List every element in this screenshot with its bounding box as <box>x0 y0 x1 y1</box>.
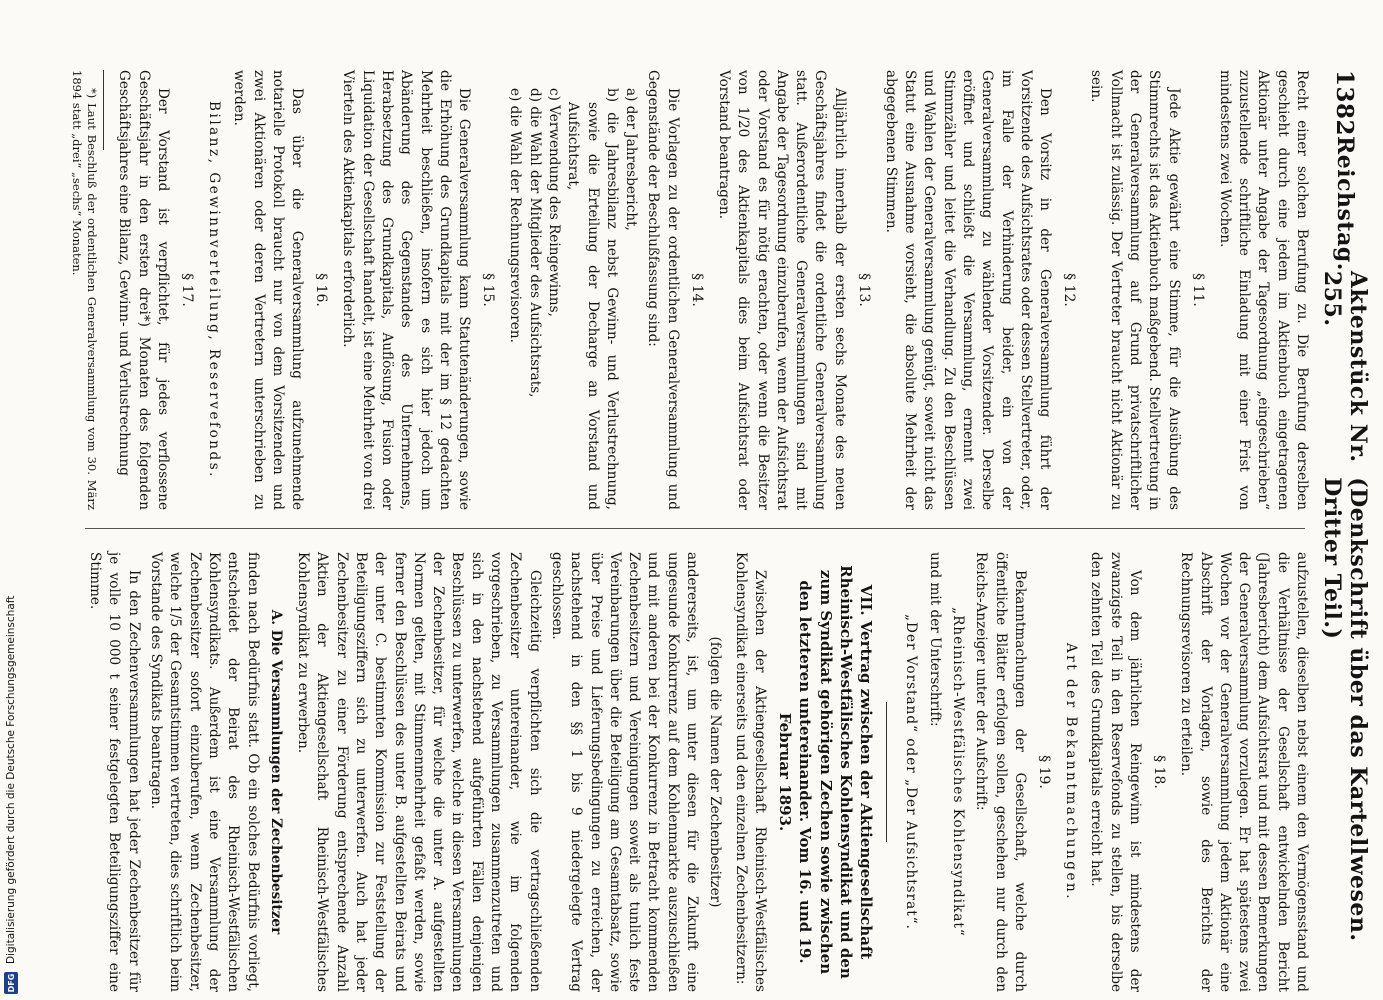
agenda-list <box>505 70 640 510</box>
chapter-heading: VII. Vertrag zwischen der Aktiengesellschaft Rheinisch-Westfälisches Kohlensyndikat und den zum Syndikat gehörigen Zechen sowie zwischen den letzteren untereinander. Vom 16. und 19. Februar 1893. <box>776 565 876 979</box>
credit-text: Digitalisierung gefördert durch die Deutsche Forschungsgemeinschaft <box>5 595 17 964</box>
subsection-heading: Art der Bekanntmachungen. <box>1063 642 1080 902</box>
quoted-signature: „Der Vorstand“ oder „Der Aufsichtsrat“. <box>903 614 920 930</box>
quoted-title: „Rheinisch-Westfälisches Kohlensyndikat“ <box>950 607 967 937</box>
paragraph: In den Zechenversammlungen hat jeder Zechenbesitzer für je volle 10 000 t seiner festgelegten Beteiligungsziffer eine Stimme. <box>87 552 142 992</box>
subsection-heading: A. Die Versammlungen der Zechenbesitzer <box>267 609 284 935</box>
header-right-title: (Denkschrift über das Kartellwesen. Dritter Teil.) <box>1319 477 1371 942</box>
paragraph: Den Vorsitz in der Generalversammlung führt der Vorsitzende des Aufsichtsrates oder dessen Stellvertreter, oder, im Falle der Verhinderung beider, ein von der Generalversammlung zu wählender Vorsitzender. Derselbe eröffnet und schließt die Versammlung, ernennt zwei Stimmzähler und leitet die Verhandlung. Zu den Beschlüssen und Wahlen der Generalversammlung genügt, soweit nicht das Statut eine Ausnahme vorsieht, die absolute Mehrheit der abgegebenen Stimmen. <box>882 70 1054 510</box>
digitization-credit <box>0 0 22 1000</box>
paragraph: Von dem jährlichen Reingewinn ist mindestens der zwanzigste Teil in den Reservefonds zu stellen, bis derselbe den zehnten Teil des Grundkapitals erreicht hat. <box>1088 552 1144 992</box>
list-item: a) der Jahresbericht, <box>623 88 640 231</box>
column-divider <box>85 528 1305 529</box>
right-column <box>81 552 1311 992</box>
page-header <box>1319 70 1371 990</box>
paragraph: finden nach Bedürfnis statt. Ob ein solches Bedürfnis vorliegt, entscheidet der Beirat des Rheinisch-Westfälischen Kohlensyndikats. Außerdem ist eine Versammlung der Zechenbesitzer sofort einzuberufen, wenn Zechenbesitzer, welche 1/5 der Gesamtstimmen vertreten, dies schriftlich beim Vorstande des Syndikats beantragen. <box>148 552 261 992</box>
section-title: § 18. <box>1150 755 1167 789</box>
header-left-title: Reichstag. <box>1332 136 1358 271</box>
section-title: § 19. <box>1035 755 1052 789</box>
footnote: *) Laut Beschluß der ordentlichen Generalversammlung vom 30. März 1894 statt „drei“ „sechs“ Monaten. <box>69 70 100 510</box>
names-placeholder: (folgen die Namen der Zechenbesitzer) <box>707 636 724 908</box>
page-number: 1382 <box>1331 70 1359 137</box>
paragraph: Die Generalversammlung kann Statutenänderungen, sowie die Erhöhung des Grundkapitals mit der im § 12 gedachten Mehrheit beschließen, insofern es sich hier jedoch um Abänderung des Gegenstandes des Unternehmens, Herabsetzung des Grundkapitals, Auflösung, Fusion oder Liquidation der Gesellschaft handelt, ist eine Mehrheit von drei Vierteln des Aktienkapitals erforderlich. <box>340 70 473 510</box>
paragraph: Das über die Generalversammlung aufzunehmende notarielle Protokoll braucht nur von dem Vorsitzenden und zwei Aktionären oder deren Vertretern unterschrieben zu werden. <box>231 70 306 510</box>
left-column <box>69 70 1311 510</box>
paragraph: Die Vorlagen zu der ordentlichen Generalversammlung und Gegenstände der Beschlußfassung sind: <box>645 70 681 510</box>
subsection-heading: Bilanz, Gewinnverteilung, Reservefonds. <box>206 100 223 480</box>
section-title: § 11. <box>1189 273 1206 307</box>
paragraph: andererseits, ist, um unter diesen für die Zukunft eine ungesunde Konkurrenz auf dem Kohlenmarkte auszuschließen und mit anderen bei der Konkurrenz in Betracht kommenden Zechenbesitzern und Vereinigungen soweit als tunlich feste Vereinbarungen über die Beteiligung am Gesamtabsatz, sowie über Preise und Lieferungsbedingungen zu erreichen, der nachstehend in den §§ 1 bis 9 niedergelegte Vertrag geschlossen. <box>548 552 701 992</box>
section-title: § 12. <box>1061 273 1078 307</box>
section-title: § 15. <box>480 273 497 307</box>
section-title: § 13. <box>855 273 872 307</box>
paragraph: und mit der Unterschrift: <box>926 552 943 727</box>
paragraph: Zwischen der Aktiengesellschaft Rheinisch-Westfälisches Kohlensyndikat einerseits und den einzelnen Zechenbesitzern: <box>732 552 768 992</box>
paragraph: Gleichzeitig verpflichten sich die vertragschließenden Zechenbesitzer untereinander, wie im folgenden vorgeschrieben, zu Versammlungen zusammenzutreten und sich in den nachstehend aufgeführten Fällen denjenigen Beschlüssen zu unterwerfen, welche in diesen Versammlungen der Zechenbesitzer, für welche die unter A. aufgestellten Normen gelten, mit Stimmenmehrheit gefaßt werden, sowie ferner den Beschlüssen des unter B. aufgestellten Beirats und der unter C. bestimmten Kommission zur Feststellung der Beteiligungsziffern sich zu unterwerfen. Auch hat jeder Zechenbesitzer zu einer Förderung entsprechende Anzahl Aktien der Aktiengesellschaft Rheinisch-Westfälisches Kohlensyndikat zu erwerben. <box>295 552 543 992</box>
section-title: § 17. <box>178 273 195 307</box>
section-title: § 14. <box>688 273 705 307</box>
list-item: e) die Wahl der Rechnungsrevisoren. <box>507 88 524 343</box>
paragraph: Bekanntmachungen der Gesellschaft, welche durch öffentliche Blätter erfolgen sollen, geschehen nur durch den Reichs-Anzeiger unter der Aufschrift: <box>973 552 1028 992</box>
section-divider <box>886 702 887 842</box>
paragraph: Jede Aktie gewährt eine Stimme, für die Ausübung des Stimmrechts ist das Aktienbuch maßgebend. Stellvertretung in der Generalversammlung auf Grund privatschriftlicher Vollmacht ist zulässig. Der Vertreter braucht nicht Aktionär zu sein. <box>1088 70 1182 510</box>
list-item: b) die Jahresbilanz nebst Gewinn- und Verlustrechnung, sowie die Erteilung der Decharge an Vorstand und Aufsichtsrat, <box>565 88 620 510</box>
dfg-logo: DFG <box>4 972 18 994</box>
list-item: c) Verwendung des Reingewinns, <box>546 88 562 317</box>
section-title: § 16. <box>313 273 330 307</box>
paragraph: aufzustellen, dieselben nebst einem den Vermögensstand und die Verhältnisse der Gesellschaft entwickelnden Bericht (Jahresbericht) dem Aufsichtsrat und mit dessen Bemerkungen der Generalversammlung vorzulegen. Er hat spätestens zwei Wochen vor der Generalversammlung jedem Aktionär eine Abschrift der Vorlagen, sowie des Berichts der Rechnungsrevisoren zu erteilen. <box>1178 552 1310 992</box>
header-center-title: Aktenstück Nr. 255. <box>1319 270 1371 463</box>
paragraph: Recht einer solchen Berufung zu. Die Berufung derselben geschieht durch eine jedem im Aktienbuch eingetragenen Aktionär unter Angabe der Tagesordnung „eingeschrieben“ zuzustellende schriftliche Einladung mit einer Frist von mindestens zwei Wochen. <box>1216 70 1310 510</box>
footnote-rule <box>103 70 104 150</box>
paragraph: Alljährlich innerhalb der ersten sechs Monate des neuen Geschäftsjahres findet die ordentliche Generalversammlung statt. Außerordentliche Generalversammlungen sind mit Angabe der Tagesordnung einzuberufen, wenn der Aufsichtsrat oder Vorstand es für nötig erachten, oder wenn die Besitzer von 1/20 des Aktienkapitals dies beim Aufsichtsrat oder Vorstand beantragen. <box>715 70 848 510</box>
paragraph: Der Vorstand ist verpflichtet, für jedes verflossene Geschäftsjahr in den ersten drei*) Monaten des folgenden Geschäftsjahres eine Bilanz, Gewinn- und Verlustrechnung <box>116 70 171 510</box>
list-item: d) die Wahl der Mitglieder des Aufsichtsrats, <box>526 88 543 398</box>
